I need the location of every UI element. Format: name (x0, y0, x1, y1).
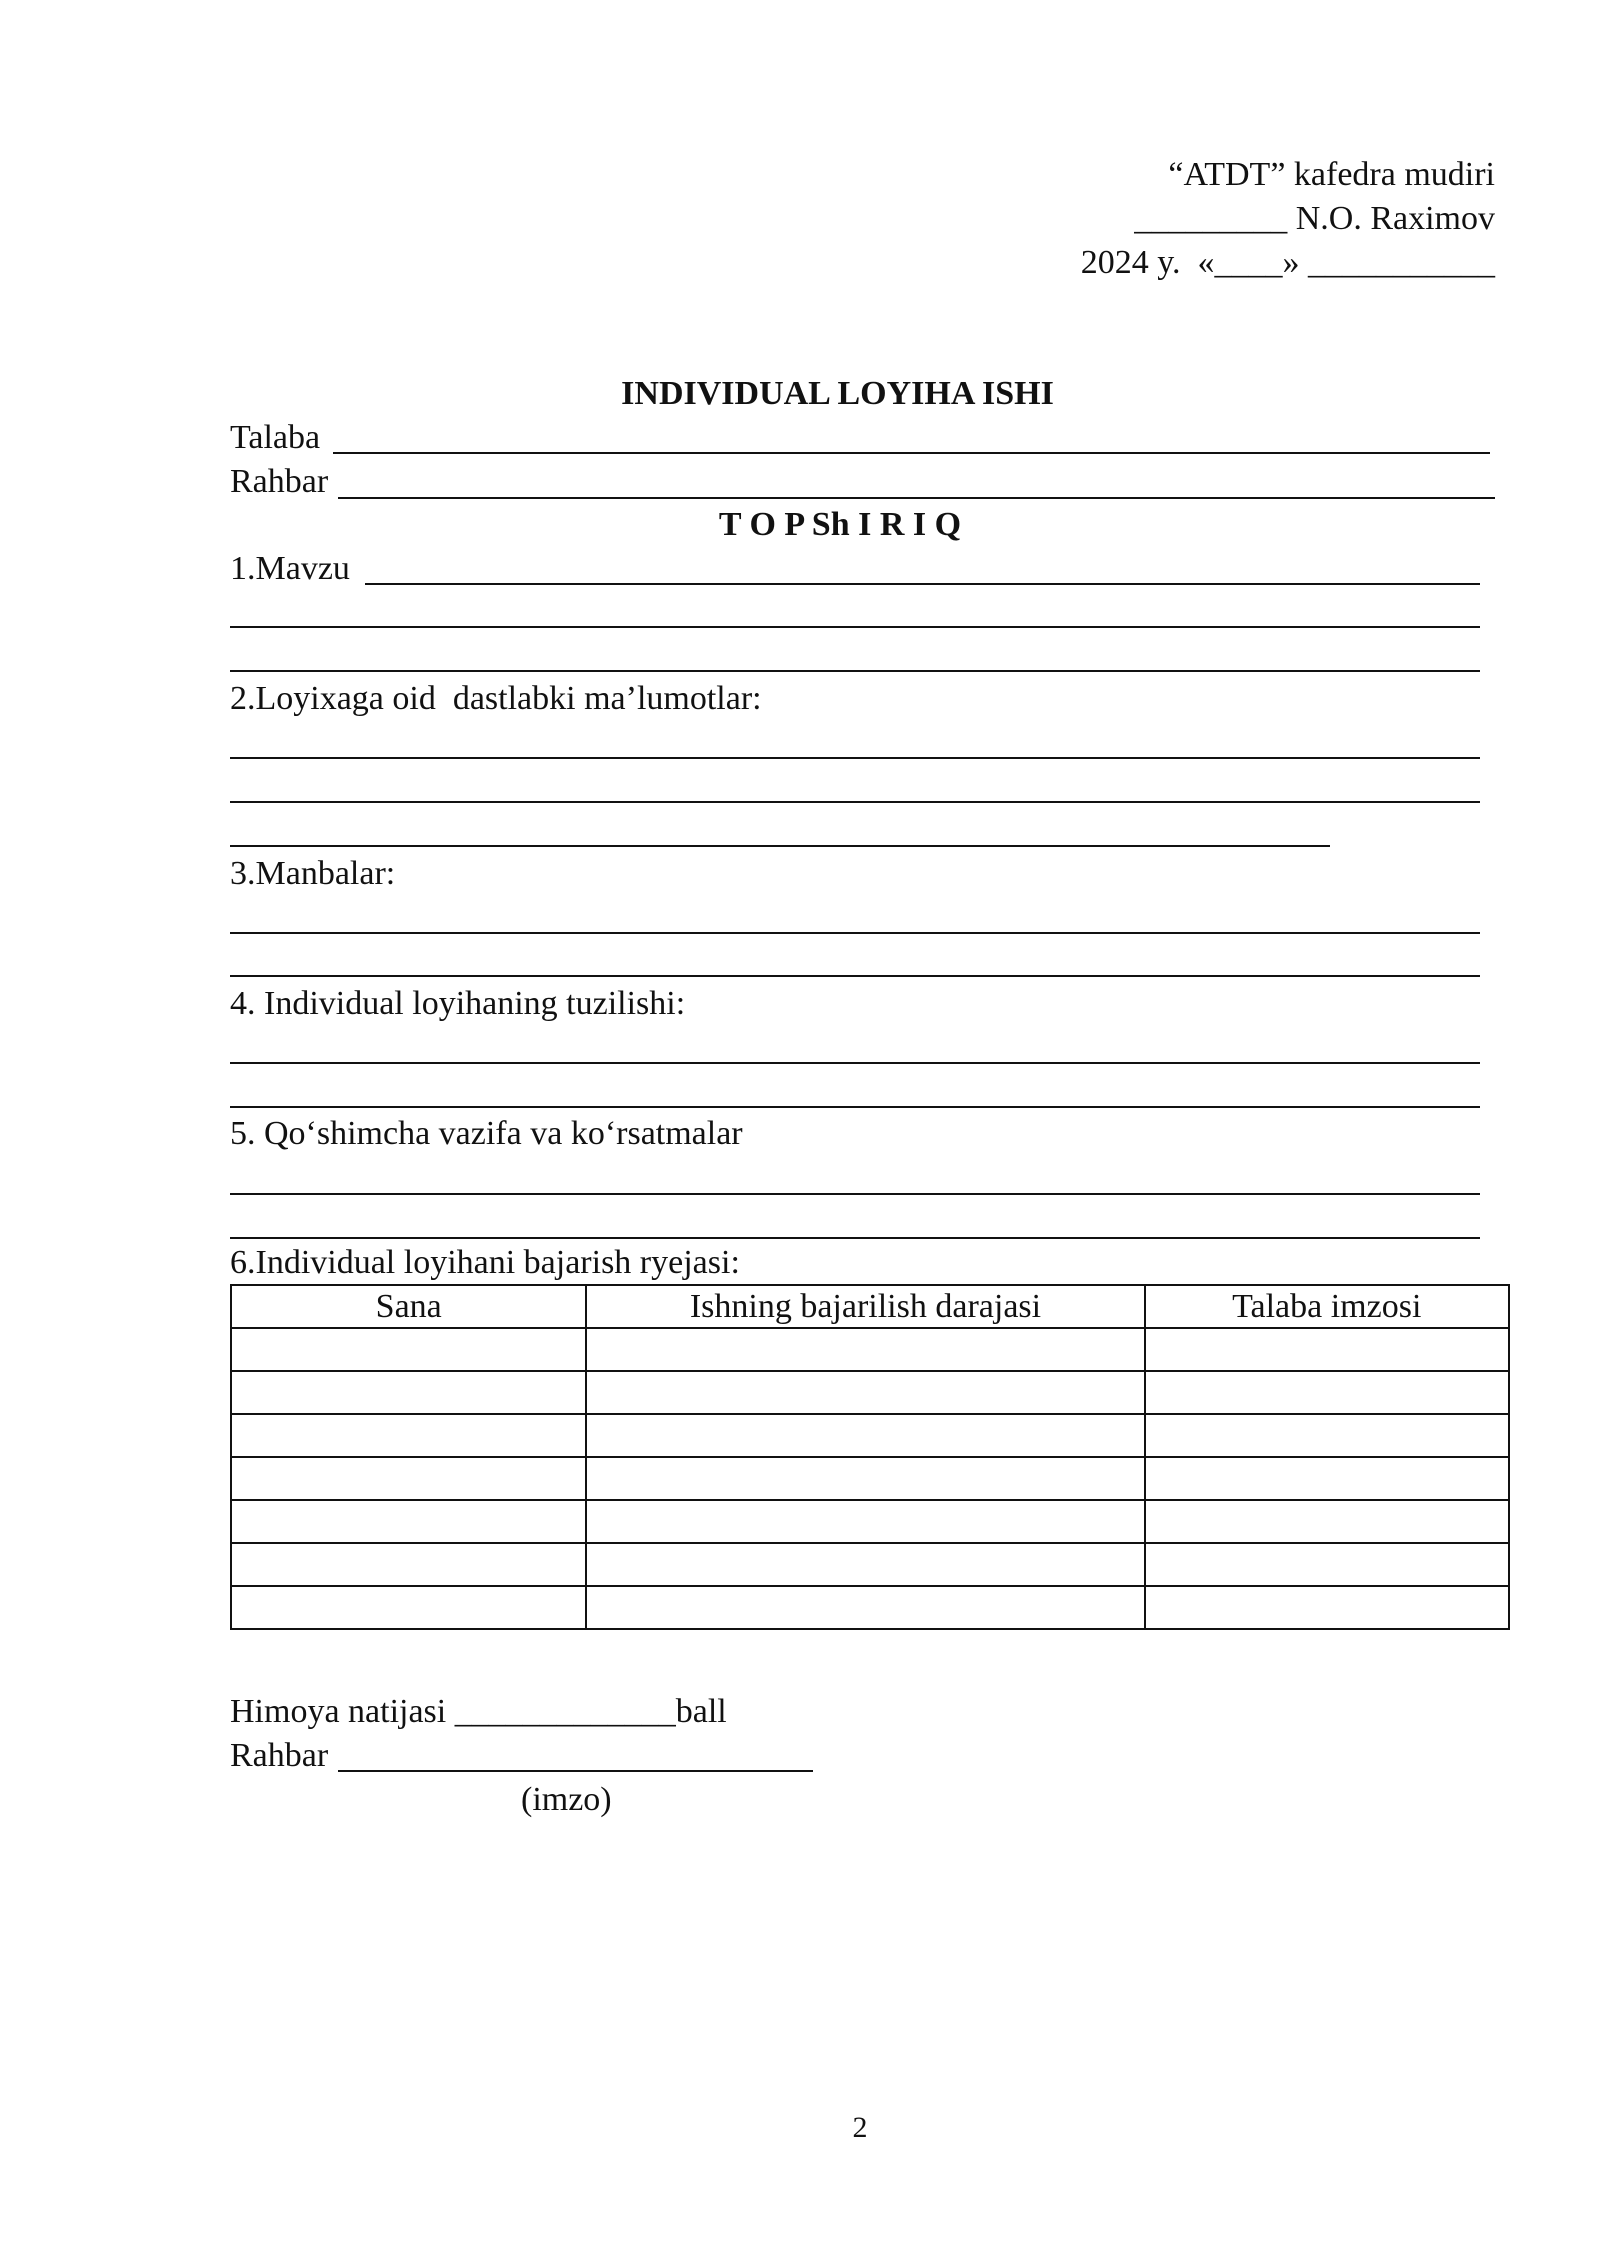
plan-table-header-row (231, 1285, 1509, 1328)
section-initial-data-label: 2.Loyixaga oid dastlabki ma’lumotlar: (230, 680, 762, 717)
progress-cell[interactable] (586, 1457, 1144, 1500)
structure-line-2[interactable] (230, 1106, 1480, 1108)
progress-cell[interactable] (586, 1500, 1144, 1543)
approval-date-line: 2024 y. «____» ___________ (1080, 244, 1495, 281)
header-student-signature: Talaba imzosi (1145, 1285, 1509, 1328)
signature-cell[interactable] (1145, 1500, 1509, 1543)
section-plan-label: 6.Individual loyihani bajarish ryejasi: (230, 1244, 740, 1281)
table-row (231, 1500, 1509, 1543)
sources-line-2[interactable] (230, 975, 1480, 977)
date-cell[interactable] (231, 1500, 586, 1543)
progress-cell[interactable] (586, 1586, 1144, 1629)
progress-cell[interactable] (586, 1543, 1144, 1586)
initial-data-line-2[interactable] (230, 801, 1480, 803)
section-additional-tasks-label: 5. Qo‘shimcha vazifa va ko‘rsatmalar (230, 1115, 743, 1152)
document-title: INDIVIDUAL LOYIHA ISHI (621, 375, 1054, 412)
footer-supervisor-label: Rahbar (230, 1737, 329, 1774)
initial-data-line-3[interactable] (230, 845, 1330, 847)
initial-data-line-1[interactable] (230, 757, 1480, 759)
progress-cell[interactable] (586, 1371, 1144, 1414)
header-date: Sana (231, 1285, 586, 1328)
table-row (231, 1414, 1509, 1457)
supervisor-field-line[interactable] (338, 497, 1495, 499)
signature-cell[interactable] (1145, 1457, 1509, 1500)
signature-cell[interactable] (1145, 1328, 1509, 1371)
table-row (231, 1371, 1509, 1414)
table-row (231, 1457, 1509, 1500)
table-row (231, 1586, 1509, 1629)
plan-table (230, 1284, 1510, 1630)
supervisor-label: Rahbar (230, 463, 329, 500)
signature-cell[interactable] (1145, 1414, 1509, 1457)
page-number: 2 (852, 2111, 868, 2144)
student-label: Talaba (230, 419, 321, 456)
progress-cell[interactable] (586, 1414, 1144, 1457)
topic-line-1[interactable] (365, 583, 1480, 585)
student-field-line[interactable] (333, 452, 1490, 454)
date-cell[interactable] (231, 1414, 586, 1457)
additional-tasks-line-1[interactable] (230, 1193, 1480, 1195)
topic-line-3[interactable] (230, 670, 1480, 672)
progress-cell[interactable] (586, 1328, 1144, 1371)
defense-result-label: Himoya natijasi _____________ball (230, 1693, 727, 1730)
header-progress: Ishning bajarilish darajasi (586, 1285, 1144, 1328)
signature-cell[interactable] (1145, 1371, 1509, 1414)
table-row (231, 1328, 1509, 1371)
section-sources-label: 3.Manbalar: (230, 855, 396, 892)
section-structure-label: 4. Individual loyihaning tuzilishi: (230, 985, 686, 1022)
section-topic-label: 1.Mavzu (230, 550, 350, 587)
structure-line-1[interactable] (230, 1062, 1480, 1064)
signature-cell[interactable] (1145, 1586, 1509, 1629)
assignment-heading: T O P Sh I R I Q (718, 506, 962, 543)
approval-signature-line: _________ N.O. Raximov (1134, 200, 1495, 237)
additional-tasks-line-2[interactable] (230, 1237, 1480, 1239)
date-cell[interactable] (231, 1543, 586, 1586)
date-cell[interactable] (231, 1586, 586, 1629)
date-cell[interactable] (231, 1371, 586, 1414)
signature-cell[interactable] (1145, 1543, 1509, 1586)
topic-line-2[interactable] (230, 626, 1480, 628)
date-cell[interactable] (231, 1457, 586, 1500)
signature-caption: (imzo) (521, 1781, 612, 1818)
sources-line-1[interactable] (230, 932, 1480, 934)
approval-head-of-department: “ATDT” kafedra mudiri (1168, 156, 1495, 193)
date-cell[interactable] (231, 1328, 586, 1371)
footer-supervisor-signature-line[interactable] (338, 1770, 813, 1772)
table-row (231, 1543, 1509, 1586)
